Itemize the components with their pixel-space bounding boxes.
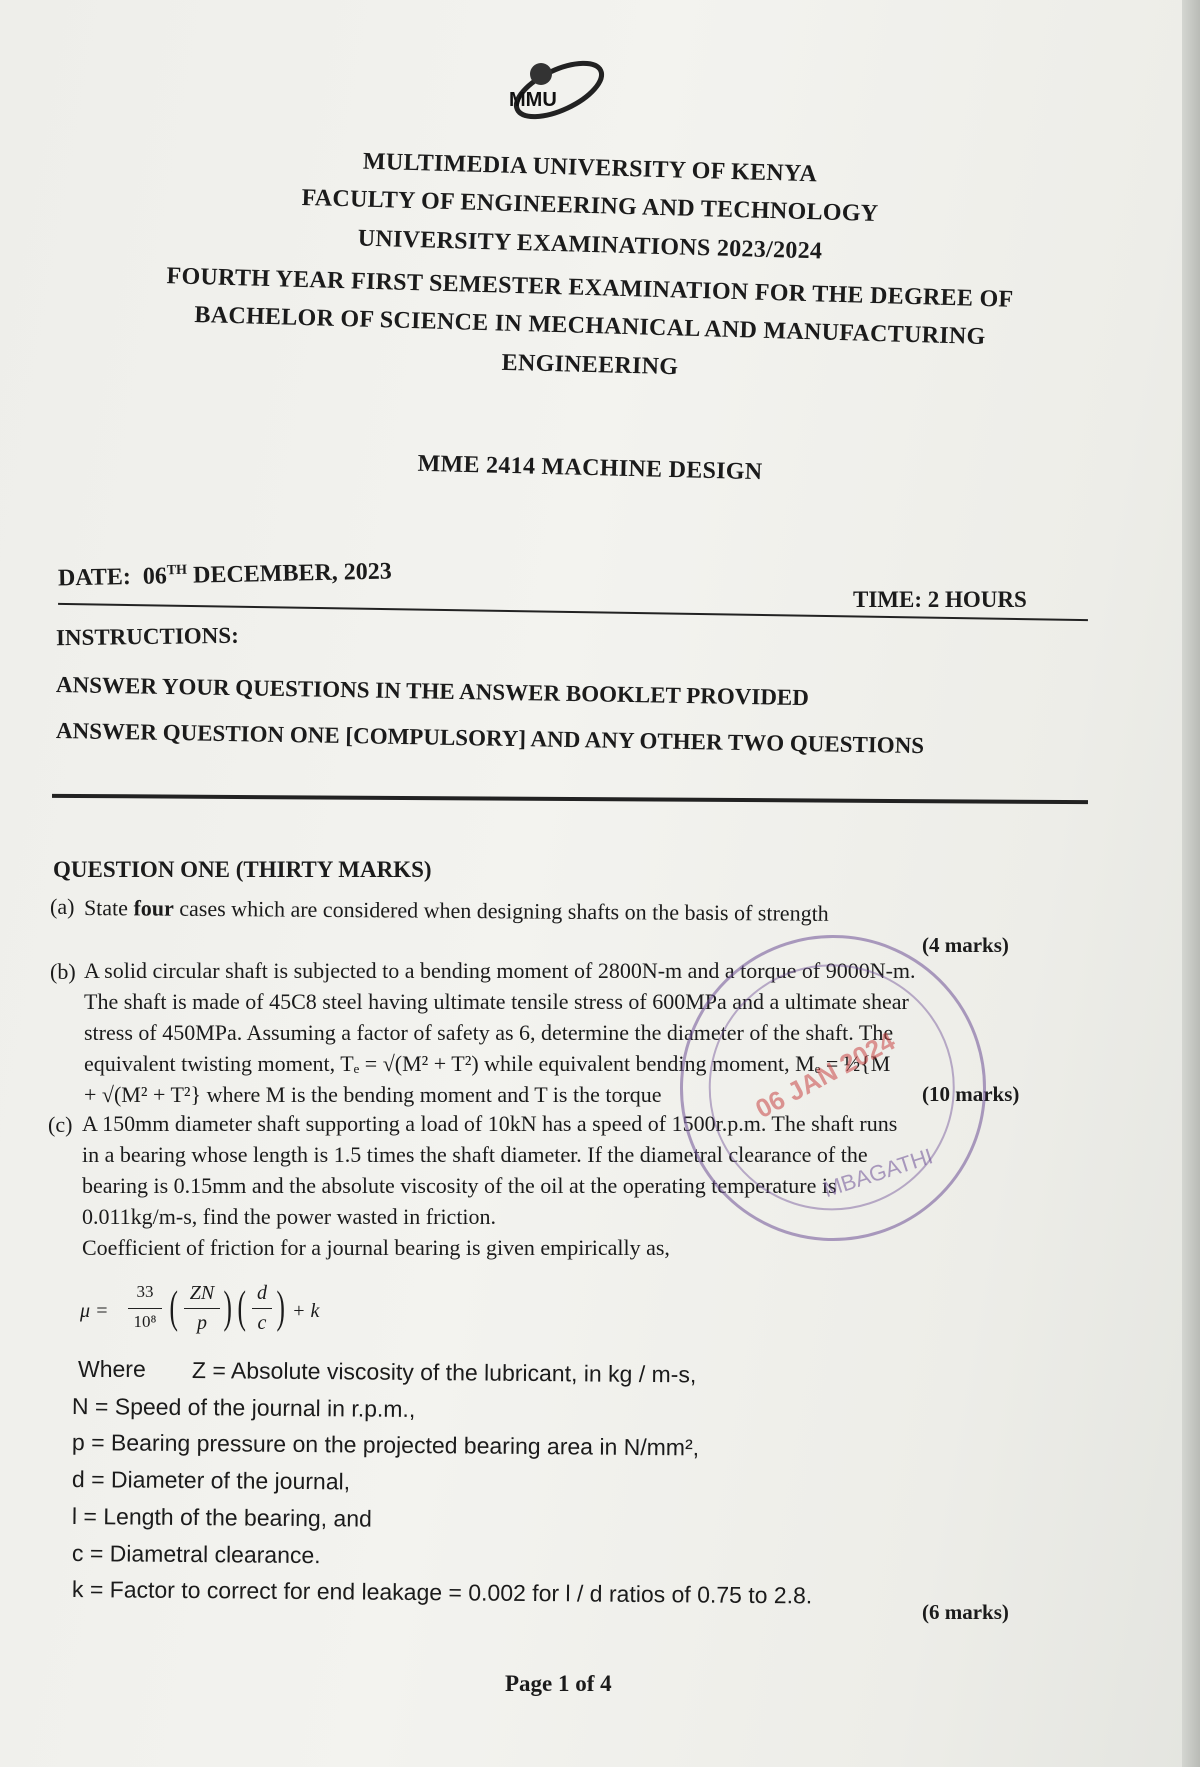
logo-text: MMU xyxy=(509,89,557,111)
part-b-text: A solid circular shaft is subjected to a bending moment of 2800N-m and a torque of 9000N-m. The shaft is made of 45C8 steel having ultimate tensile stress of 600MPa and a ultimate shear stress of 450MPa. Assuming a factor of safety as 6, determine the diameter of the shaft. The equivalent twisting moment, Tₑ = √(M² + T²) while equivalent bending moment, Mₑ = ½{M + √(M² + T²} where M is the bending moment and T is the torque xyxy=(84,958,916,1107)
def-n: N = Speed of the journal in r.p.m., xyxy=(71,1393,416,1422)
part-a-label: (a) xyxy=(50,894,75,919)
formula-c: c xyxy=(257,1312,267,1334)
exam-session: UNIVERSITY EXAMINATIONS 2023/2024 xyxy=(357,225,823,265)
def-z: Z = Absolute viscosity of the lubricant, in kg / m-s, xyxy=(191,1357,697,1388)
stamp-place: MBAGATHI xyxy=(820,1143,936,1203)
def-c: c = Diametral clearance. xyxy=(71,1540,321,1569)
faculty-name: FACULTY OF ENGINEERING AND TECHNOLOGY xyxy=(301,184,879,228)
part-b-label: (b) xyxy=(50,959,76,984)
date-day: 06 xyxy=(142,563,168,590)
degree-line-3: ENGINEERING xyxy=(501,349,679,381)
university-logo xyxy=(495,48,615,134)
instruction-line-2: ANSWER QUESTION ONE [COMPULSORY] AND ANY OTHER TWO QUESTIONS xyxy=(55,718,925,759)
part-a-bold: four xyxy=(133,895,174,921)
formula-num: 33 xyxy=(136,1282,154,1301)
formula-k: + k xyxy=(292,1300,320,1322)
def-k: k = Factor to correct for end leakage = 0.002 for l / d ratios of 0.75 to 2.8. xyxy=(71,1576,813,1609)
formula-mu: μ = xyxy=(80,1300,109,1322)
exam-date xyxy=(58,559,392,593)
formula-d: d xyxy=(257,1282,267,1304)
date-sup: TH xyxy=(166,562,188,579)
course-title: MME 2414 MACHINE DESIGN xyxy=(417,450,763,486)
def-l: l = Length of the bearing, and xyxy=(71,1503,372,1532)
def-p: p = Bearing pressure on the projected bearing area in N/mm², xyxy=(71,1429,700,1461)
date-rest: DECEMBER, 2023 xyxy=(192,558,393,589)
instructions-rule xyxy=(52,794,1088,804)
date-label: DATE: xyxy=(57,563,132,592)
page-edge xyxy=(1182,0,1200,1767)
def-d: d = Diameter of the journal, xyxy=(71,1466,351,1495)
page-number: Page 1 of 4 xyxy=(505,1671,612,1696)
formula-den: 10⁸ xyxy=(133,1312,157,1331)
university-name: MULTIMEDIA UNIVERSITY OF KENYA xyxy=(362,148,818,188)
degree-line-1: FOURTH YEAR FIRST SEMESTER EXAMINATION FOR THE DEGREE OF xyxy=(166,263,1014,313)
instruction-line-1: ANSWER YOUR QUESTIONS IN THE ANSWER BOOKLET PROVIDED xyxy=(55,672,810,711)
question-one-title: QUESTION ONE (THIRTY MARKS) xyxy=(53,857,432,882)
exam-time: TIME: 2 HOURS xyxy=(853,587,1027,612)
part-a-marks: (4 marks) xyxy=(922,933,1009,957)
stamp-date: 06 JAN 2024 xyxy=(750,1025,900,1125)
formula-zn: ZN xyxy=(189,1282,215,1304)
part-b-marks: (10 marks) xyxy=(922,1082,1020,1106)
where-label: Where xyxy=(78,1356,146,1382)
part-c-text: A 150mm diameter shaft supporting a load of 10kN has a speed of 1500r.p.m. The shaft runs in a bearing whose length is 1.5 times the shaft diameter. If the diametral clearance of the bearing is 0.15mm and the absolute viscosity of the oil at the operating temperature is 0.011kg/m-s, find the power wasted in friction. Coefficient of friction for a journal bearing is given empirically as, xyxy=(82,1111,898,1260)
degree-line-2: BACHELOR OF SCIENCE IN MECHANICAL AND MANUFACTURING xyxy=(194,301,986,351)
part-c-marks: (6 marks) xyxy=(922,1600,1009,1624)
part-c-label: (c) xyxy=(48,1112,73,1137)
formula-p: p xyxy=(197,1312,207,1334)
friction-formula: μ = 33 10⁸ ( ZN p ) ( d c ) + k xyxy=(80,1281,320,1334)
part-a-text: State four cases which are considered when designing shafts on the basis of strength xyxy=(83,895,829,926)
instructions-title: INSTRUCTIONS: xyxy=(55,622,239,651)
